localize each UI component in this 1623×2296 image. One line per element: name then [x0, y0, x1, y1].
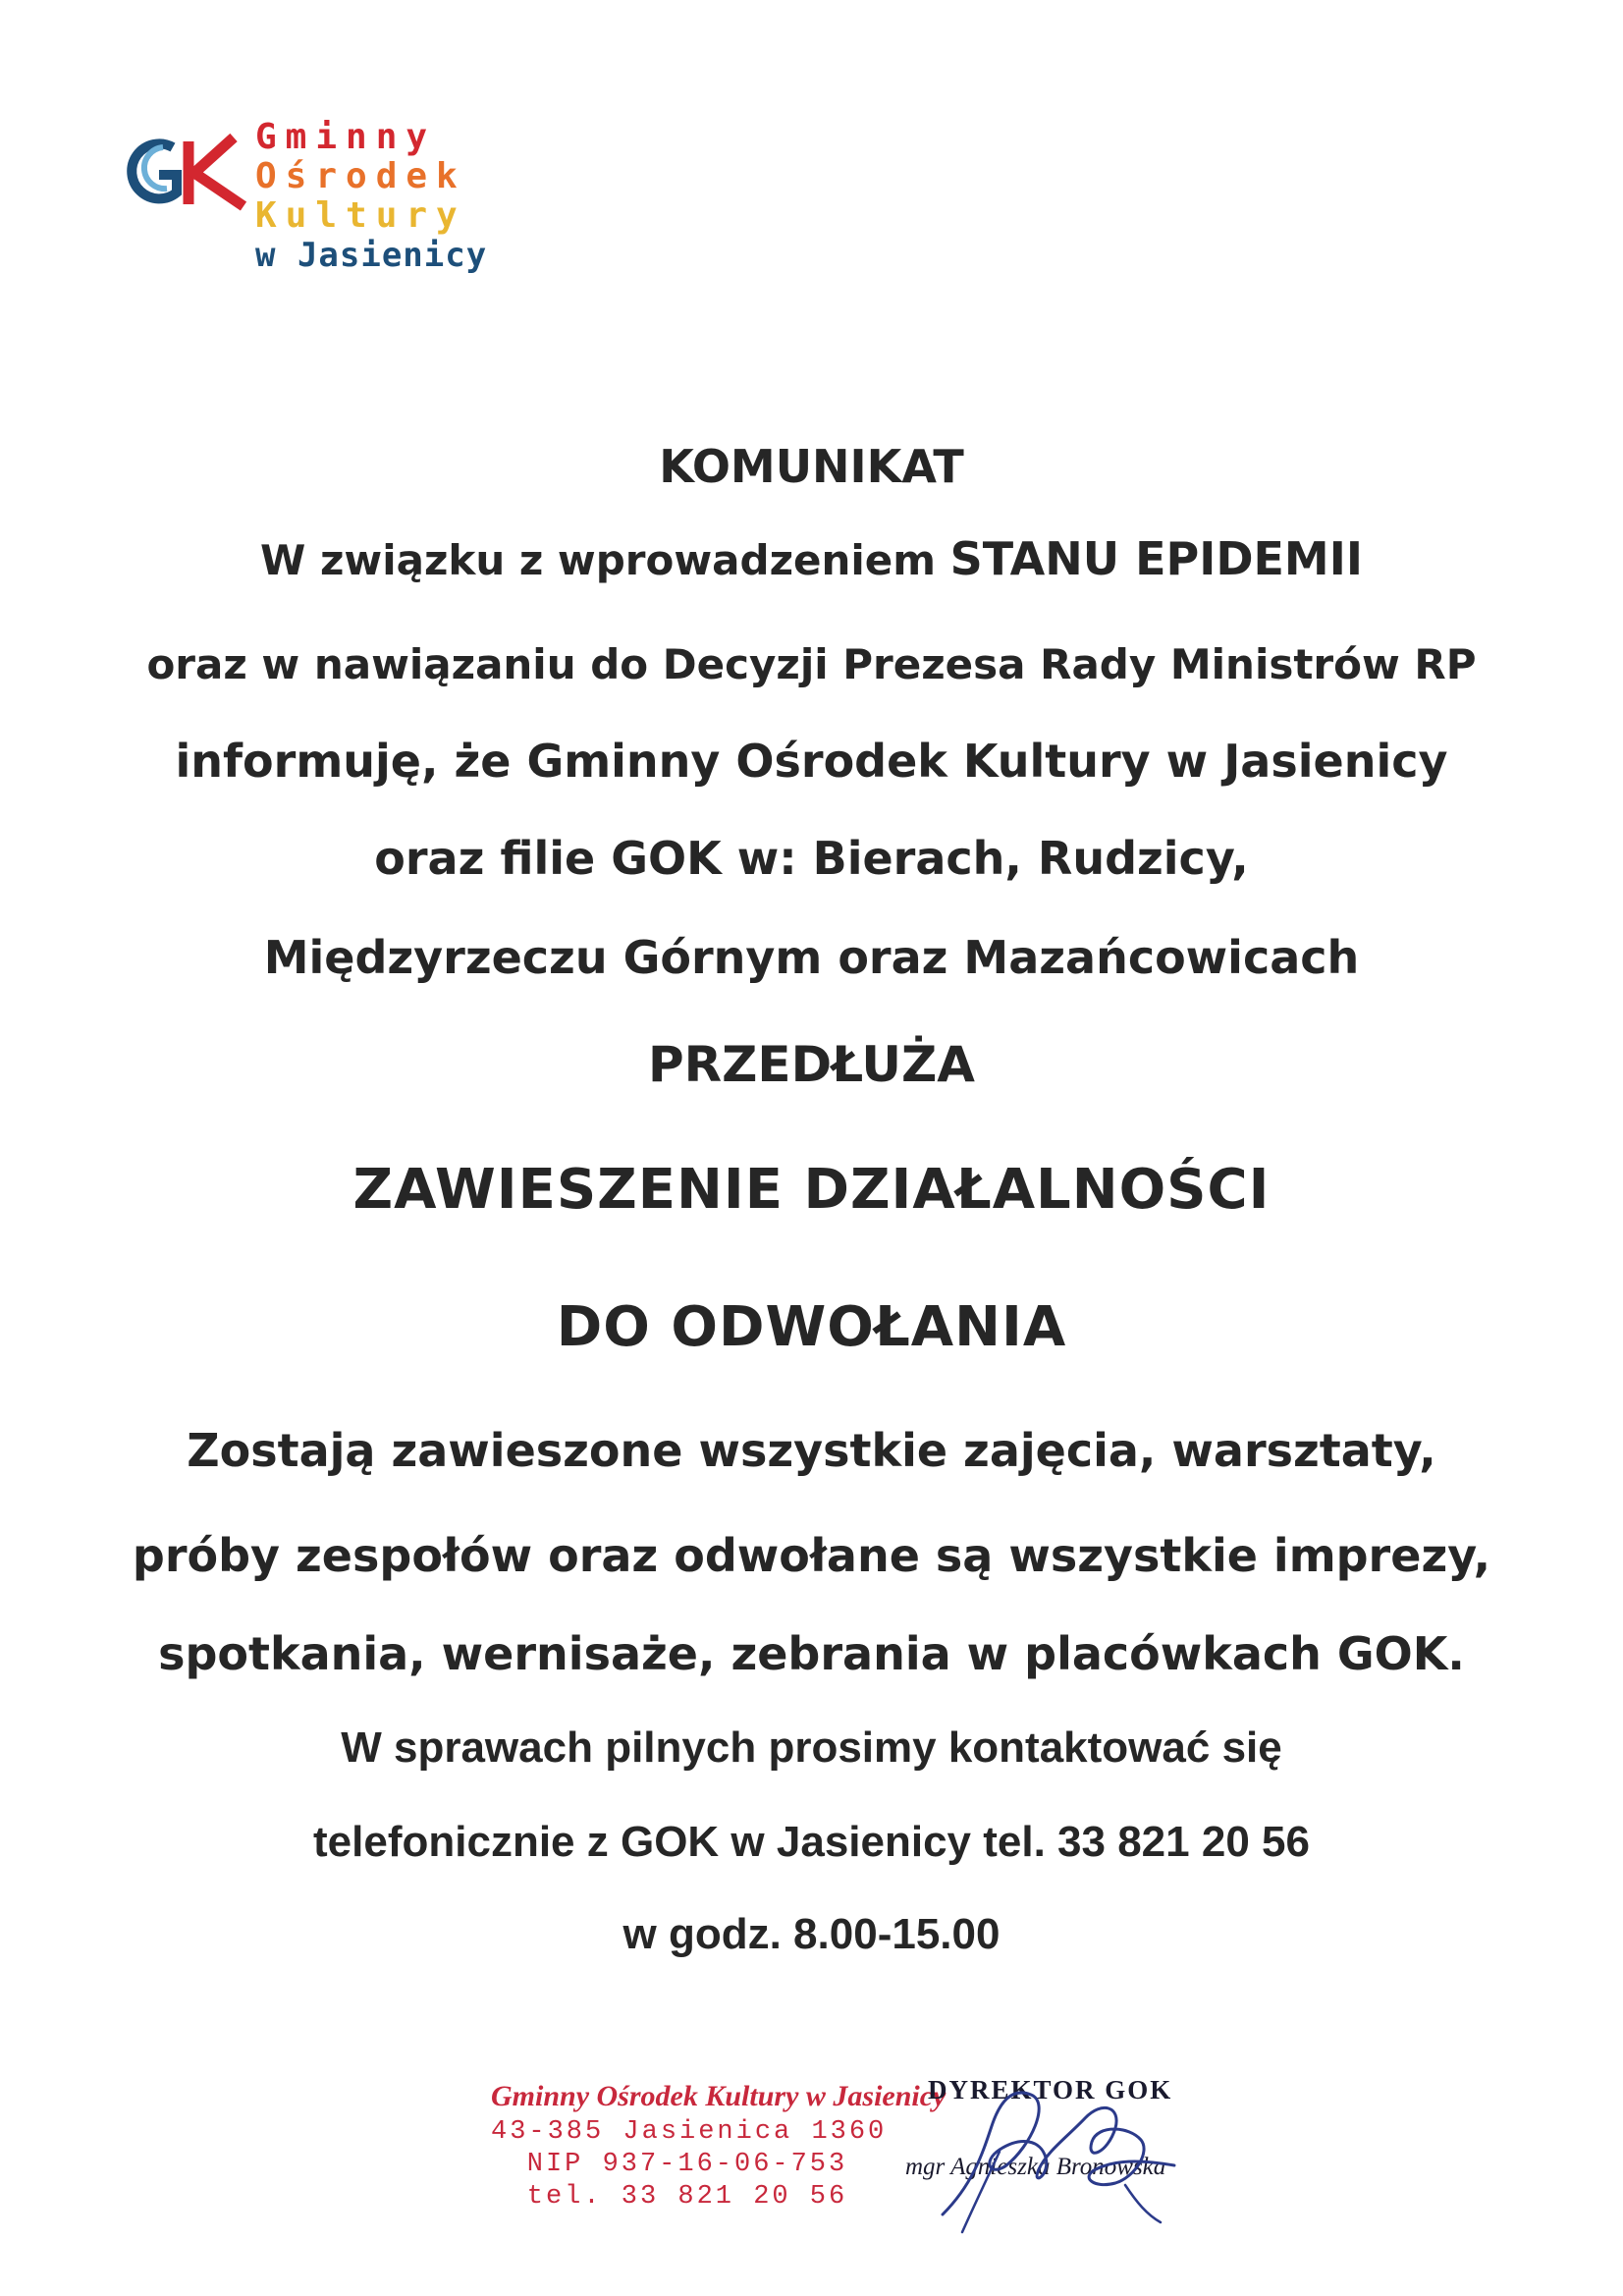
notice-contact-3: w godz. 8.00-15.00: [622, 1910, 1001, 1958]
notice-heading-3: DO ODWOŁANIA: [556, 1295, 1067, 1359]
notice-line-4: oraz filie GOK w: Bierach, Rudzicy,: [374, 832, 1249, 885]
notice-intro-emphasis: STANU EPIDEMII: [949, 532, 1363, 585]
notice-line-3: informuję, że Gminny Ośrodek Kultury w Jasienicy: [175, 735, 1448, 788]
logo-line-gminny: Gminny: [255, 117, 437, 157]
notice-title: KOMUNIKAT: [659, 440, 964, 493]
logo-wordmark: [255, 118, 487, 275]
logo-line-osrodek: Ośrodek: [255, 156, 466, 196]
logo-line-kultury: Kultury: [255, 195, 466, 236]
notice-body-1: Zostają zawieszone wszystkie zajęcia, warsztaty,: [187, 1424, 1436, 1477]
notice-intro: [79, 501, 1544, 617]
stamp-name: Gminny Ośrodek Kultury w Jasienicy: [491, 2080, 947, 2112]
director-signature-block: [884, 2067, 1217, 2234]
notice-heading-2: ZAWIESZENIE DZIAŁALNOŚCI: [352, 1158, 1271, 1222]
handwritten-signature-icon: [884, 2067, 1217, 2234]
notice-line-5: Międzyrzeczu Górnym oraz Mazańcowicach: [263, 931, 1360, 984]
notice-intro-prefix: W związku z wprowadzeniem: [260, 536, 950, 584]
gk-logo-icon: [118, 128, 255, 216]
notice-heading-1: PRZEDŁUŻA: [648, 1036, 975, 1093]
director-name: mgr Agnieszka Bronowska: [905, 2154, 1166, 2180]
stamp-address: 43-385 Jasienica 1360: [491, 2117, 888, 2147]
notice-body: [79, 432, 1544, 1980]
stamp-nip: NIP 937-16-06-753: [526, 2150, 848, 2179]
stamp-phone: tel. 33 821 20 56: [526, 2182, 848, 2212]
notice-line-2: oraz w nawiązaniu do Decyzji Prezesa Rady Ministrów RP: [146, 640, 1477, 688]
organization-logo: [118, 118, 511, 285]
notice-body-2: próby zespołów oraz odwołane są wszystkie imprezy,: [132, 1529, 1491, 1582]
notice-contact-1: W sprawach pilnych prosimy kontaktować się: [341, 1723, 1282, 1772]
organization-stamp: [491, 2077, 947, 2214]
notice-contact-2: telefonicznie z GOK w Jasienicy tel. 33 821 20 56: [313, 1818, 1310, 1866]
notice-body-3: spotkania, wernisaże, zebrania w placówkach GOK.: [158, 1627, 1465, 1680]
logo-line-jasienicy: w Jasienicy: [255, 236, 488, 275]
director-title: DYREKTOR GOK: [928, 2075, 1173, 2105]
